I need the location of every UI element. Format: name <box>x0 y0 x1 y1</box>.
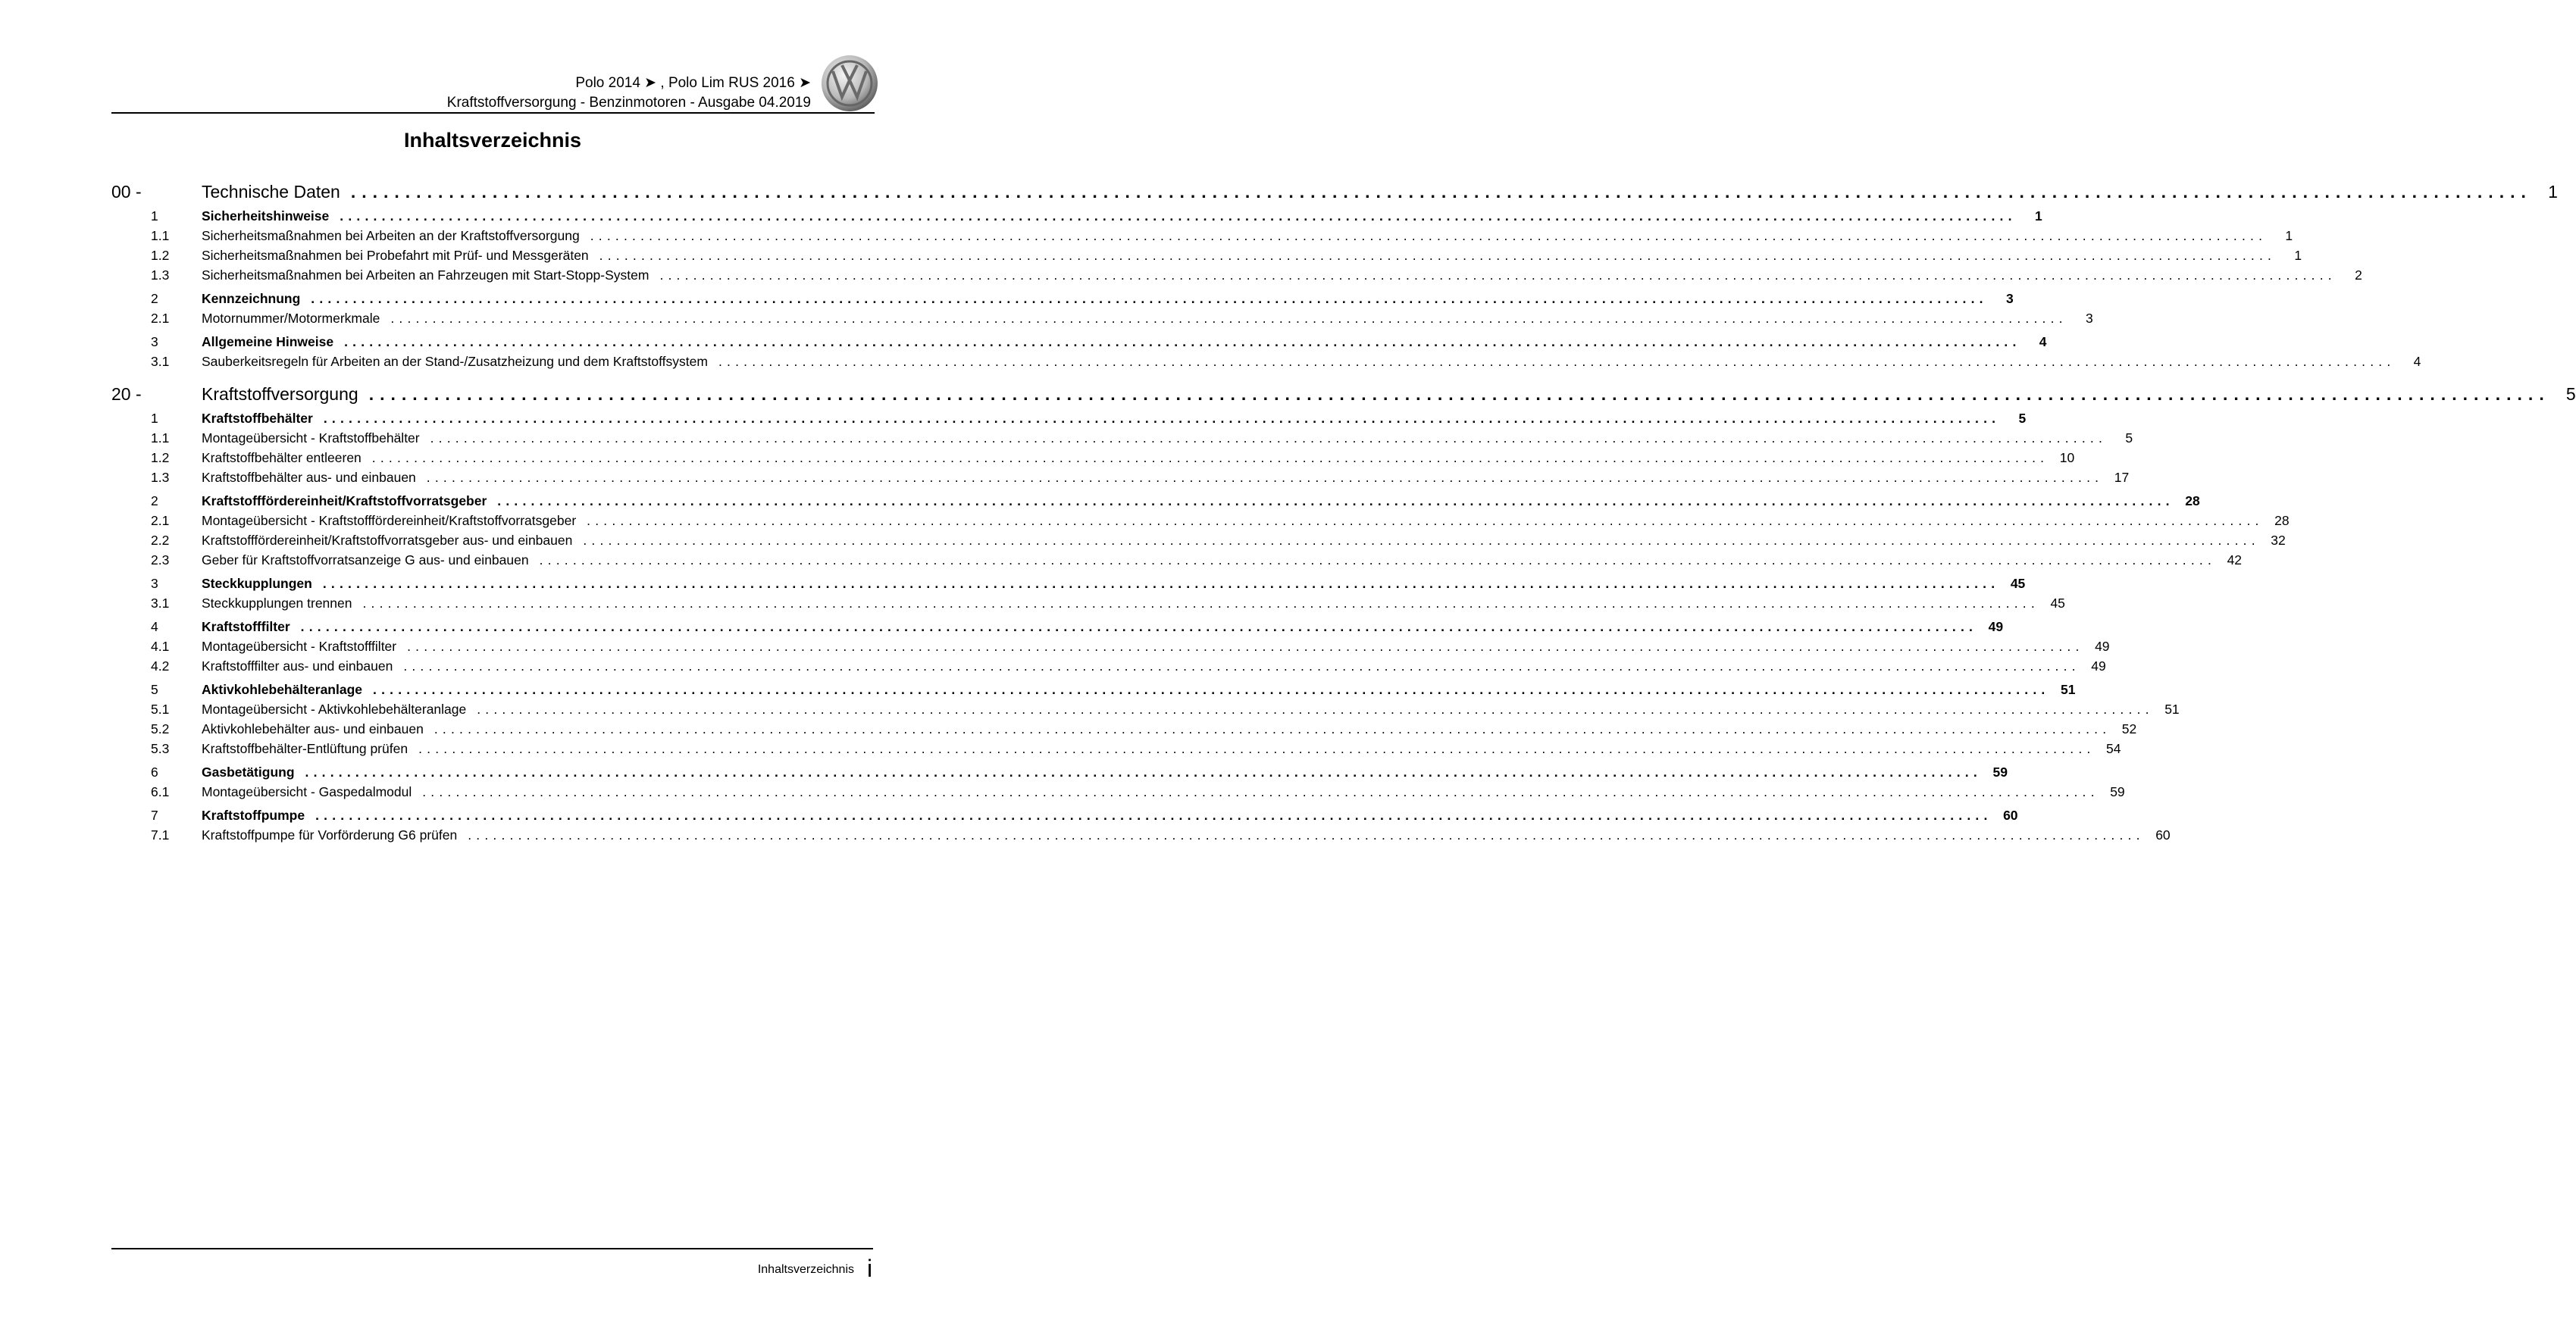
toc-title: Montageübersicht - Kraftstofffördereinheit/Kraftstoffvorratsgeber <box>202 513 577 528</box>
footer-divider <box>111 1248 873 1249</box>
dot-leader: ........................................................................................................................................................................................................ <box>718 354 2396 369</box>
toc-title: Motornummer/Motormerkmale <box>202 311 380 326</box>
toc-page: 49 <box>1988 619 2004 634</box>
dot-leader: ........................................................................................................................................................................................................ <box>659 267 2337 283</box>
toc-entry-item[interactable] <box>111 721 2137 741</box>
toc-title: Kraftstofffilter <box>202 619 290 634</box>
dot-leader: ........................................................................................................................................................................................................ <box>477 702 2154 717</box>
dot-leader: ........................................................................................................................................................................................................ <box>583 533 2260 548</box>
toc-page: 5 <box>2565 384 2576 404</box>
toc-title: Kraftstofffördereinheit/Kraftstoffvorratsgeber aus- und einbauen <box>202 533 573 548</box>
toc-entry-section[interactable] <box>111 208 2042 228</box>
dot-leader: ........................................................................................................................................................................................................ <box>422 784 2099 799</box>
toc-entry-item[interactable] <box>111 228 2293 248</box>
toc-entry-section[interactable] <box>111 411 2027 430</box>
toc-page: 3 <box>2086 311 2093 326</box>
toc-entry-section[interactable] <box>111 682 2076 702</box>
toc-page: 52 <box>2121 721 2137 736</box>
dot-leader: ........................................................................................................................................................................................................ <box>371 450 2049 465</box>
toc-entry-section[interactable] <box>111 765 2008 784</box>
toc-entry-item[interactable] <box>111 311 2093 330</box>
dot-leader: ........................................................................................................................................................................................................ <box>434 721 2111 736</box>
toc-number: 1.2 <box>151 248 170 263</box>
toc-number: 3.1 <box>151 596 170 611</box>
toc-entry-item[interactable] <box>111 513 2290 533</box>
dot-leader: ........................................................................................................................................................................................................ <box>323 411 2001 426</box>
toc-title: Kraftstoffpumpe <box>202 808 305 823</box>
toc-number: 7.1 <box>151 827 170 843</box>
toc-number: 4.1 <box>151 639 170 654</box>
dot-leader: ........................................................................................................................................................................................................ <box>350 182 2532 202</box>
dot-leader: ........................................................................................................................................................................................................ <box>599 248 2277 263</box>
toc-title: Sicherheitsmaßnahmen bei Arbeiten an der Kraftstoffversorgung <box>202 228 580 243</box>
dot-leader: ........................................................................................................................................................................................................ <box>426 470 2104 485</box>
toc-page: 59 <box>1992 765 2008 780</box>
toc-page: 1 <box>2034 208 2042 224</box>
dot-leader: ........................................................................................................................................................................................................ <box>305 765 1982 780</box>
toc-page: 51 <box>2164 702 2180 717</box>
header-divider <box>111 112 875 114</box>
toc-entry-item[interactable] <box>111 639 2110 658</box>
toc-title: Steckkupplungen trennen <box>202 596 352 611</box>
toc-title: Allgemeine Hinweise <box>202 334 334 349</box>
toc-page: 1 <box>2285 228 2293 243</box>
toc-page: 2 <box>2355 267 2362 283</box>
toc-title: Aktivkohlebehälter aus- und einbauen <box>202 721 424 736</box>
dot-leader: ........................................................................................................................................................................................................ <box>403 658 2080 674</box>
dot-leader: ........................................................................................................................................................................................................ <box>300 619 1978 634</box>
dot-leader: ........................................................................................................................................................................................................ <box>373 682 2050 697</box>
toc-entry-section[interactable] <box>111 334 2047 354</box>
toc-number: 1.1 <box>151 430 170 446</box>
toc-title: Sicherheitsmaßnahmen bei Probefahrt mit Prüf- und Messgeräten <box>202 248 589 263</box>
header-subtitle: Kraftstoffversorgung - Benzinmotoren - Ausgabe 04.2019 <box>446 95 811 111</box>
toc-title: Kraftstoffpumpe für Vorförderung G6 prüfen <box>202 827 458 843</box>
toc-page: 45 <box>2010 576 2026 591</box>
toc-page: 3 <box>2005 291 2014 306</box>
vw-logo <box>821 55 878 112</box>
toc-title: Kraftstoffversorgung <box>202 384 358 404</box>
toc-entry-item[interactable] <box>111 533 2286 552</box>
dot-leader: ........................................................................................................................................................................................................ <box>590 228 2268 243</box>
toc-number: 2 <box>151 493 158 508</box>
dot-leader: ........................................................................................................................................................................................................ <box>418 741 2096 756</box>
toc-number: 1 <box>151 411 158 426</box>
toc-entry-item[interactable] <box>111 702 2180 721</box>
dot-leader: ........................................................................................................................................................................................................ <box>311 291 1988 306</box>
toc-entry-item[interactable] <box>111 596 2065 615</box>
toc-title: Geber für Kraftstoffvorratsanzeige G aus- und einbauen <box>202 552 529 568</box>
toc-entry-item[interactable] <box>111 827 2171 847</box>
toc-entry-item[interactable] <box>111 552 2243 572</box>
toc-title: Montageübersicht - Gaspedalmodul <box>202 784 412 799</box>
dot-leader: ........................................................................................................................................................................................................ <box>430 430 2108 446</box>
toc-title: Sicherheitsmaßnahmen bei Arbeiten an Fahrzeugen mit Start-Stopp-System <box>202 267 649 283</box>
dot-leader: ........................................................................................................................................................................................................ <box>587 513 2264 528</box>
page-title: Inhaltsverzeichnis <box>403 129 582 152</box>
toc-title: Gasbetätigung <box>202 765 295 780</box>
toc-entry-item[interactable] <box>111 658 2106 678</box>
toc-entry-item[interactable] <box>111 450 2075 470</box>
toc-entry-section[interactable] <box>111 808 2018 827</box>
toc-title: Kraftstoffbehälter <box>202 411 313 426</box>
dot-leader: ........................................................................................................................................................................................................ <box>344 334 2021 349</box>
toc-title: Kraftstoffbehälter entleeren <box>202 450 362 465</box>
toc-number: 1.3 <box>151 470 170 485</box>
toc-page: 10 <box>2059 450 2075 465</box>
toc-entry-section[interactable] <box>111 493 2200 513</box>
toc-page: 51 <box>2060 682 2076 697</box>
table-of-contents <box>111 182 2576 847</box>
toc-number: 2.3 <box>151 552 170 568</box>
toc-number: 20 - <box>111 384 142 404</box>
toc-number: 6 <box>151 765 158 780</box>
toc-number: 7 <box>151 808 158 823</box>
toc-page: 60 <box>2003 808 2018 823</box>
toc-entry-chapter[interactable] <box>111 384 2576 407</box>
toc-number: 2 <box>151 291 158 306</box>
toc-title: Kraftstoffbehälter-Entlüftung prüfen <box>202 741 408 756</box>
toc-page: 5 <box>2125 430 2133 446</box>
toc-number: 2.1 <box>151 311 170 326</box>
toc-entry-item[interactable] <box>111 741 2121 761</box>
toc-number: 5 <box>151 682 158 697</box>
toc-title: Sicherheitshinweise <box>202 208 330 224</box>
toc-entry-item[interactable] <box>111 784 2125 804</box>
toc-number: 6.1 <box>151 784 170 799</box>
toc-page: 45 <box>2050 596 2065 611</box>
dot-leader: ........................................................................................................................................................................................................ <box>539 552 2217 568</box>
toc-page: 5 <box>2018 411 2027 426</box>
toc-title: Kraftstoffbehälter aus- und einbauen <box>202 470 416 485</box>
toc-entry-item[interactable] <box>111 354 2421 374</box>
toc-number: 1.1 <box>151 228 170 243</box>
toc-page: 17 <box>2114 470 2130 485</box>
toc-title: Kraftstofffilter aus- und einbauen <box>202 658 393 674</box>
toc-number: 5.2 <box>151 721 170 736</box>
toc-number: 4 <box>151 619 158 634</box>
footer-page-number: i <box>867 1255 873 1282</box>
toc-number: 1.2 <box>151 450 170 465</box>
toc-title: Montageübersicht - Kraftstoffbehälter <box>202 430 420 446</box>
dot-leader: ........................................................................................................................................................................................................ <box>340 208 2017 224</box>
toc-entry-chapter[interactable] <box>111 182 2558 205</box>
dot-leader: ........................................................................................................................................................................................................ <box>407 639 2084 654</box>
toc-title: Steckkupplungen <box>202 576 312 591</box>
dot-leader: ........................................................................................................................................................................................................ <box>315 808 1992 823</box>
toc-title: Technische Daten <box>202 182 340 202</box>
toc-title: Montageübersicht - Kraftstofffilter <box>202 639 397 654</box>
toc-entry-item[interactable] <box>111 248 2302 267</box>
toc-title: Aktivkohlebehälteranlage <box>202 682 363 697</box>
toc-page: 49 <box>2095 639 2110 654</box>
toc-page: 60 <box>2155 827 2171 843</box>
toc-page: 28 <box>2185 493 2200 508</box>
toc-page: 42 <box>2227 552 2243 568</box>
toc-number: 5.1 <box>151 702 170 717</box>
toc-page: 59 <box>2110 784 2125 799</box>
toc-number: 5.3 <box>151 741 170 756</box>
header-models: Polo 2014 ➤ , Polo Lim RUS 2016 ➤ <box>575 75 811 91</box>
dot-leader: ........................................................................................................................................................................................................ <box>468 827 2145 843</box>
toc-number: 4.2 <box>151 658 170 674</box>
toc-title: Sauberkeitsregeln für Arbeiten an der Stand-/Zusatzheizung und dem Kraftstoffsystem <box>202 354 708 369</box>
toc-entry-item[interactable] <box>111 470 2130 489</box>
toc-title: Kennzeichnung <box>202 291 301 306</box>
toc-number: 3 <box>151 334 158 349</box>
toc-page: 49 <box>2091 658 2106 674</box>
toc-number: 2.2 <box>151 533 170 548</box>
toc-page: 1 <box>2548 182 2558 202</box>
toc-page: 4 <box>2413 354 2421 369</box>
dot-leader: ........................................................................................................................................................................................................ <box>362 596 2039 611</box>
toc-number: 1.3 <box>151 267 170 283</box>
toc-page: 28 <box>2274 513 2290 528</box>
toc-number: 3 <box>151 576 158 591</box>
toc-entry-section[interactable] <box>111 291 2014 311</box>
toc-entry-item[interactable] <box>111 267 2362 287</box>
toc-number: 2.1 <box>151 513 170 528</box>
toc-page: 54 <box>2106 741 2121 756</box>
toc-title: Kraftstofffördereinheit/Kraftstoffvorratsgeber <box>202 493 487 508</box>
footer-label: Inhaltsverzeichnis <box>757 1263 854 1276</box>
toc-entry-section[interactable] <box>111 576 2026 596</box>
toc-entry-item[interactable] <box>111 430 2133 450</box>
dot-leader: ........................................................................................................................................................................................................ <box>322 576 2000 591</box>
toc-number: 3.1 <box>151 354 170 369</box>
toc-number: 00 - <box>111 182 142 202</box>
dot-leader: ........................................................................................................................................................................................................ <box>390 311 2067 326</box>
toc-title: Montageübersicht - Aktivkohlebehälteranlage <box>202 702 467 717</box>
dot-leader: ........................................................................................................................................................................................................ <box>497 493 2174 508</box>
toc-page: 1 <box>2294 248 2302 263</box>
toc-number: 1 <box>151 208 158 224</box>
dot-leader: ........................................................................................................................................................................................................ <box>368 384 2550 404</box>
toc-entry-section[interactable] <box>111 619 2004 639</box>
toc-page: 32 <box>2271 533 2286 548</box>
toc-page: 4 <box>2039 334 2047 349</box>
